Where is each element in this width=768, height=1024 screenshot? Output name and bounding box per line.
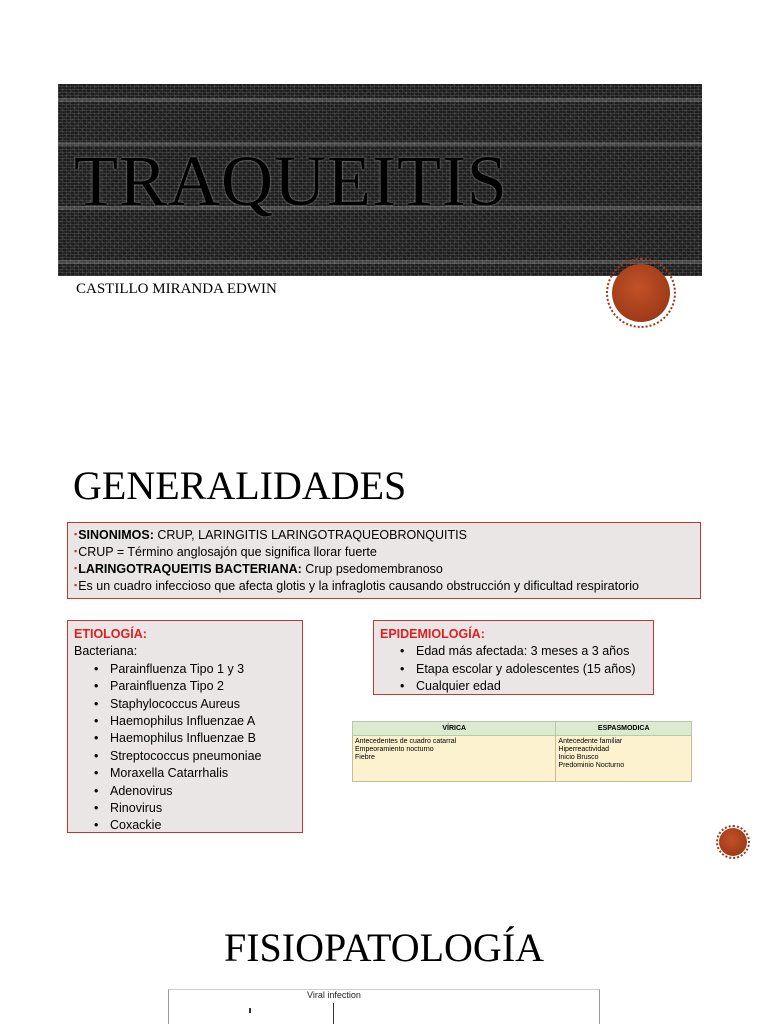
list-item: • Moraxella Catarrhalis	[94, 765, 296, 782]
item-text: CRUP, LARINGITIS LARINGOTRAQUEOBRONQUITIS	[153, 528, 467, 542]
etiologia-subheading: Bacteriana:	[74, 644, 138, 659]
item-text: CRUP = Término anglosajón que significa llorar fuerte	[78, 545, 377, 559]
epidemiologia-list	[380, 643, 647, 695]
table-cell	[353, 736, 556, 782]
fisiopatologia-slide	[0, 884, 768, 1024]
item-label: LARINGOTRAQUEITIS BACTERIANA:	[78, 562, 302, 576]
decorative-circle-icon	[612, 264, 670, 322]
table-cell	[556, 736, 692, 782]
square-bullet-icon: ▪	[74, 546, 78, 556]
cell-line: Predominio Nocturno	[558, 762, 625, 769]
flow-diagram	[168, 989, 600, 1024]
list-item: • Cualquier edad	[400, 678, 647, 695]
table-header-row	[353, 722, 692, 736]
cell-line: Fiebre	[355, 754, 375, 761]
item-label: SINONIMOS:	[78, 528, 154, 542]
generalidades-item	[74, 526, 694, 543]
cell-line: Inicio Brusco	[558, 754, 599, 761]
list-item: • Haemophilus Influenzae B	[94, 730, 296, 747]
generalidades-item	[74, 577, 694, 594]
square-bullet-icon: ▪	[74, 563, 78, 573]
list-item: • Rinovirus	[94, 800, 296, 817]
list-item: • Edad más afectada: 3 meses a 3 años	[400, 643, 647, 660]
list-item: • Staphylococcus Aureus	[94, 696, 296, 713]
item-text: Crup psedomembranoso	[301, 562, 443, 576]
diagram-label: Viral infection	[307, 990, 361, 1000]
section-heading: FISIOPATOLOGÍA	[223, 925, 545, 970]
list-item: • Coxackie	[94, 817, 296, 834]
etiologia-box	[67, 620, 303, 833]
generalidades-box	[67, 522, 701, 599]
list-item: • Adenovirus	[94, 783, 296, 800]
slide-title: TRAQUEITIS	[74, 141, 508, 221]
decorative-circle-icon	[719, 828, 747, 856]
generalidades-slide	[0, 432, 768, 872]
epidemiologia-box	[373, 620, 654, 695]
list-item: • Parainfluenza Tipo 2	[94, 678, 296, 695]
etiologia-heading: ETIOLOGÍA:	[74, 627, 147, 641]
list-item: • Haemophilus Influenzae A	[94, 713, 296, 730]
generalidades-item	[74, 543, 694, 560]
table-row	[353, 736, 692, 782]
diagram-mark	[249, 1008, 251, 1013]
generalidades-item	[74, 560, 694, 577]
banner-stripe	[58, 98, 702, 102]
cell-line: Empeoramiento nocturno	[355, 746, 434, 753]
square-bullet-icon: ▪	[74, 580, 78, 590]
list-item: • Parainfluenza Tipo 1 y 3	[94, 661, 296, 678]
cell-line: Hiperreactividad	[558, 746, 610, 753]
list-item: • Etapa escolar y adolescentes (15 años)	[400, 661, 647, 678]
cell-line: Antecedente familiar	[558, 738, 623, 745]
table-header: ESPASMODICA	[556, 722, 692, 736]
list-item: • Streptococcus pneumoniae	[94, 748, 296, 765]
down-arrow-icon	[333, 1003, 334, 1024]
cell-line: Antecedentes de cuadro catarral	[355, 738, 457, 745]
item-text: Es un cuadro infeccioso que afecta glotis y la infraglotis causando obstrucción y dificultad respiratorio	[78, 579, 639, 593]
section-heading: GENERALIDADES	[73, 463, 407, 508]
table-header: VÍRICA	[353, 722, 556, 736]
comparison-table	[352, 721, 692, 782]
etiologia-list	[74, 661, 296, 835]
author-name: CASTILLO MIRANDA EDWIN	[76, 281, 277, 297]
title-slide	[0, 0, 768, 420]
epidemiologia-heading: EPIDEMIOLOGÍA:	[380, 627, 485, 641]
square-bullet-icon: ▪	[74, 529, 78, 539]
banner-stripe	[58, 260, 702, 264]
